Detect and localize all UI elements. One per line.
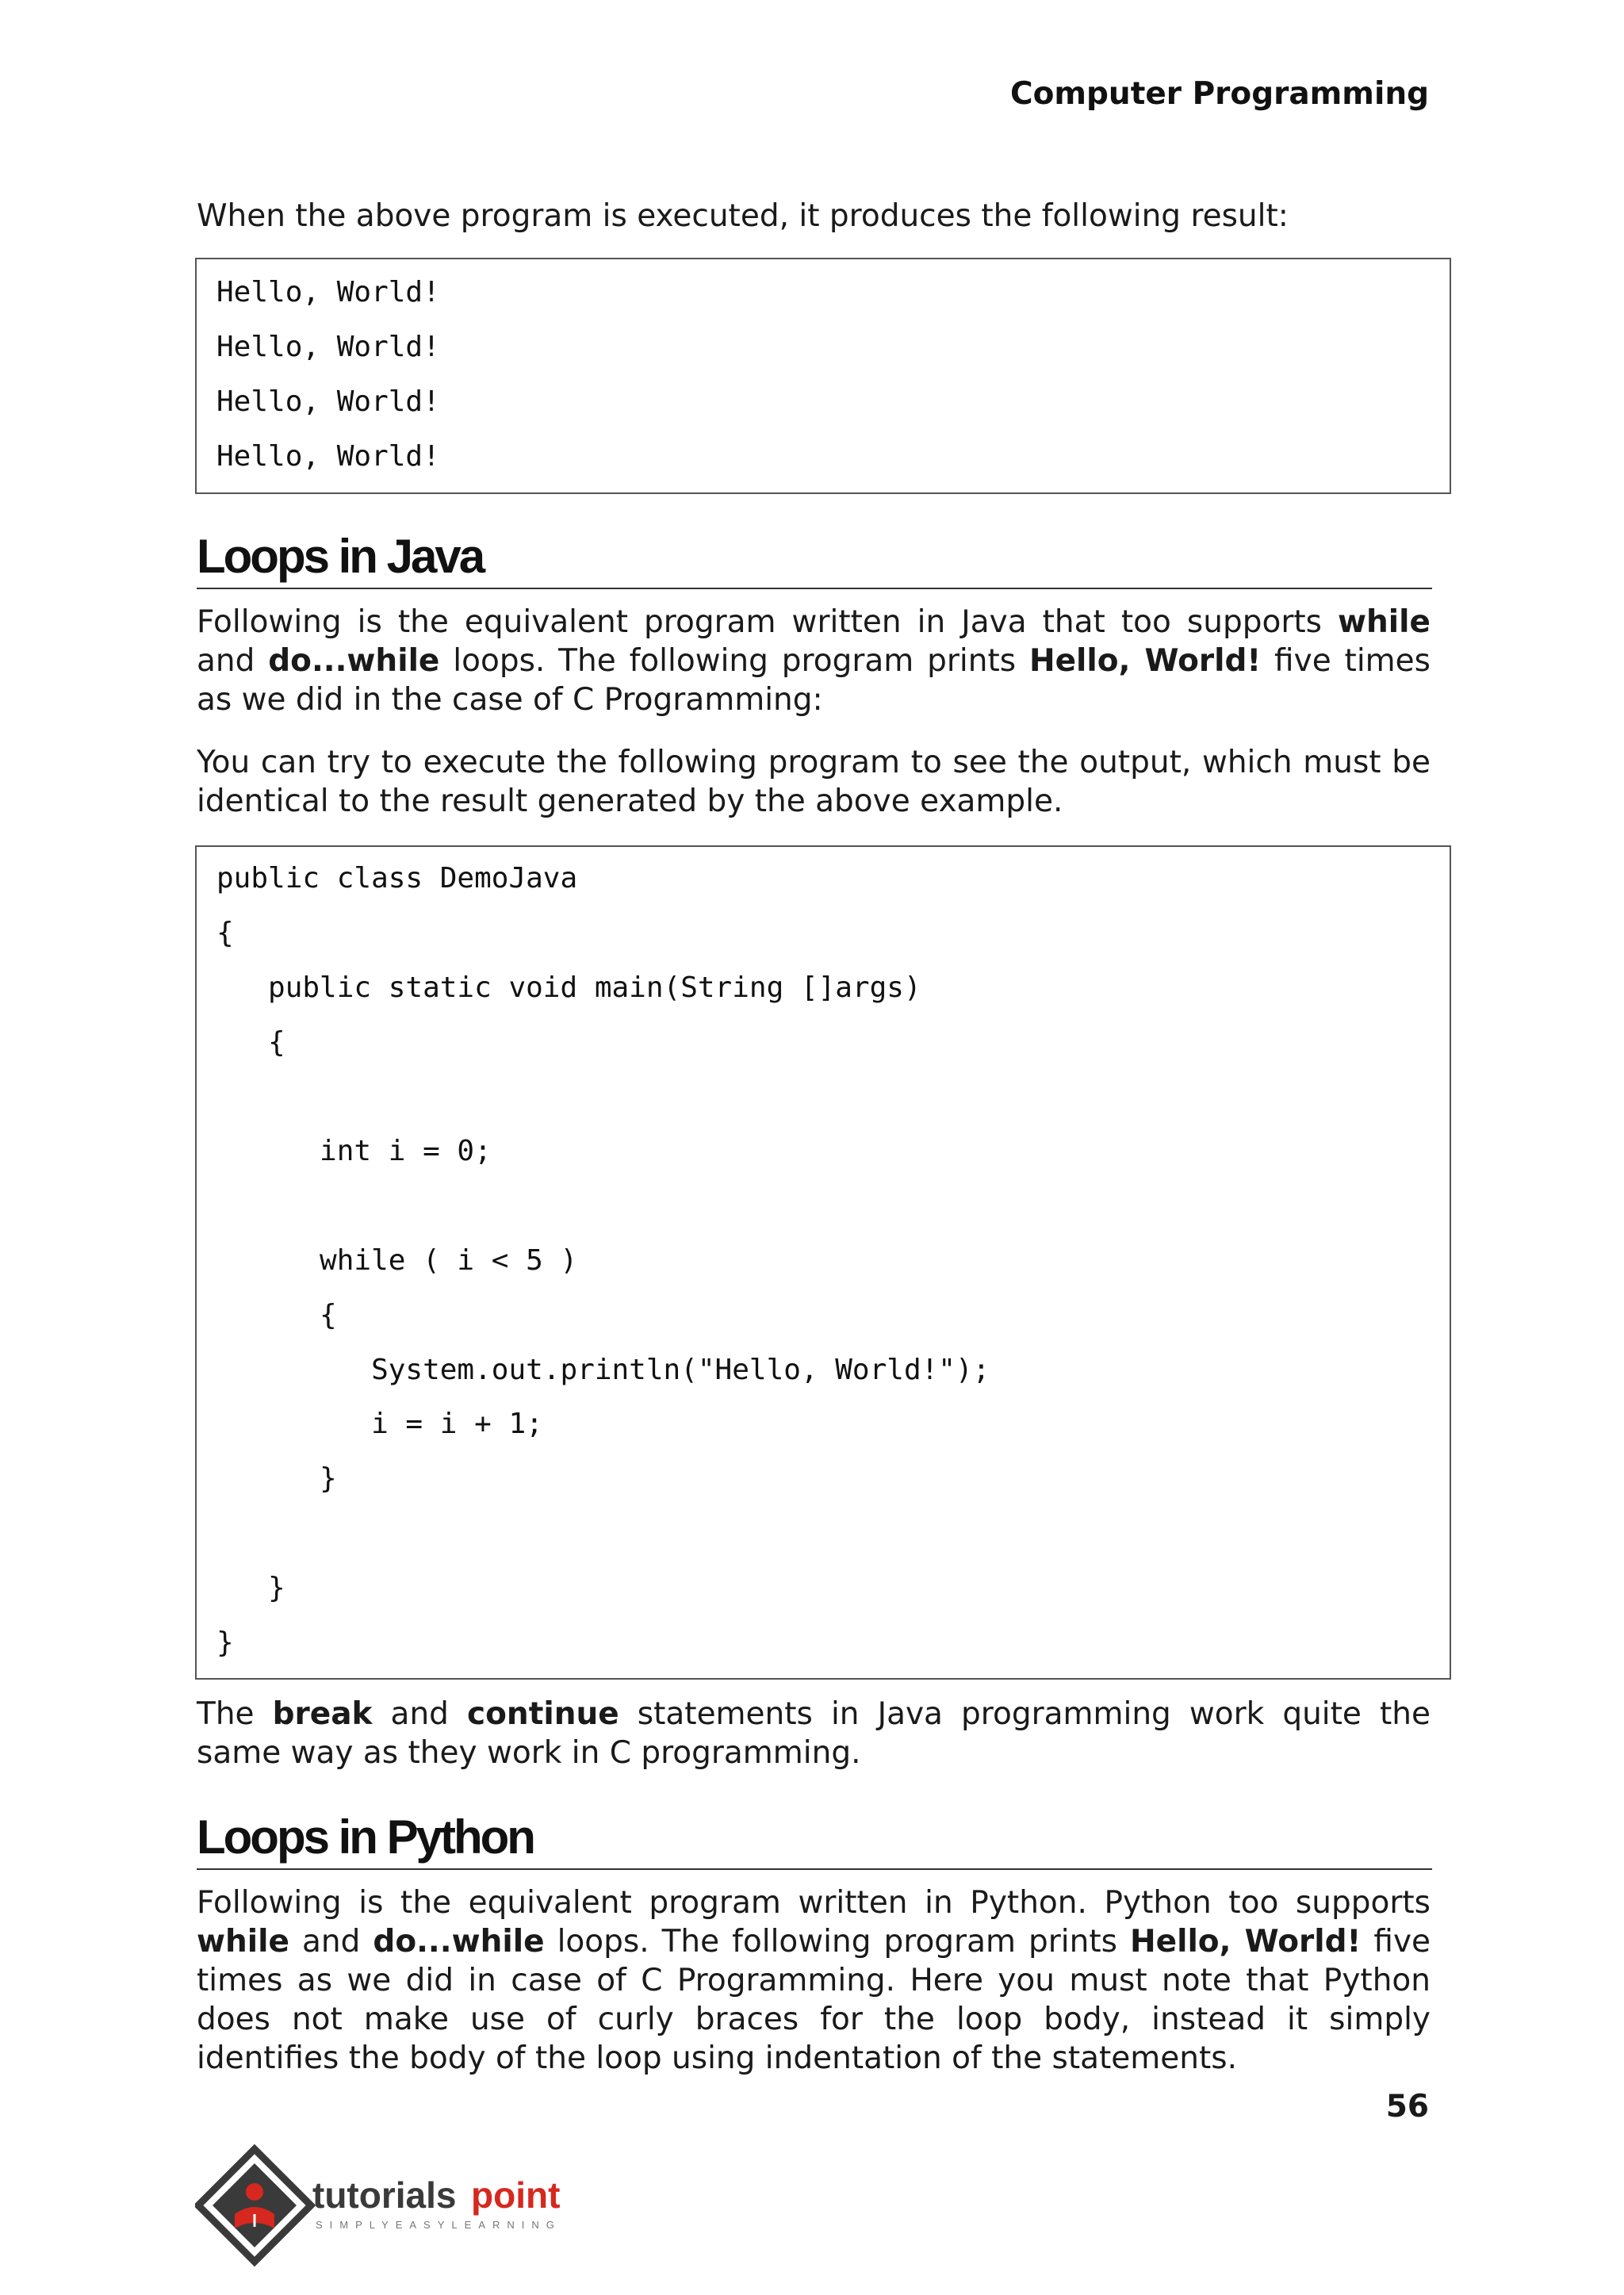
code-line: {: [216, 1299, 337, 1331]
code-line: Hello, World!: [216, 385, 440, 418]
code-line: }: [216, 1572, 285, 1604]
code-line: Hello, World!: [216, 276, 440, 308]
java-code-block: [195, 845, 1451, 1680]
output-code-block: [195, 258, 1451, 494]
code-line: public static void main(String []args): [216, 971, 921, 1004]
code-line: }: [216, 1462, 337, 1495]
page-number: 56: [1385, 2089, 1429, 2125]
code-line: int i = 0;: [216, 1135, 492, 1167]
java-paragraph-2: You can try to execute the following program to see the output, which must be identical to the result generated by the above example.: [197, 745, 1431, 819]
code-line: {: [216, 1026, 285, 1059]
code-line: {: [216, 917, 234, 949]
section-heading-python: Loops in Python: [197, 1810, 1432, 1870]
logo-brand-main: tutorials: [312, 2174, 457, 2216]
code-line: }: [216, 1626, 234, 1659]
python-paragraph-1: Following is the equivalent program written in Python. Python too supports while and do...while loops. The following program prints Hello, World! five times as we did in case of C Programming. Here you must note that Python does not make use of curly braces for the loop body, instead it simply identifies the body of the loop using indentation of the statements.: [197, 1885, 1431, 2076]
code-line: System.out.println("Hello, World!");: [216, 1354, 990, 1386]
logo-brand-accent: point: [471, 2174, 561, 2216]
code-line: Hello, World!: [216, 331, 440, 363]
code-line: Hello, World!: [216, 440, 440, 473]
logo-tagline: SIMPLYEASYLEARNING: [316, 2219, 561, 2231]
section-heading-java: Loops in Java: [197, 529, 1432, 589]
code-line: public class DemoJava: [216, 862, 578, 895]
page-header-title: Computer Programming: [1009, 76, 1429, 112]
tutorialspoint-logo: [195, 2144, 592, 2271]
java-paragraph-3: The break and continue statements in Java programming work quite the same way as they work in C programming.: [197, 1696, 1431, 1771]
code-line: while ( i < 5 ): [216, 1244, 578, 1277]
java-paragraph-1: Following is the equivalent program written in Java that too supports while and do...while loops. The following program prints Hello, World! five times as we did in the case of C Programming:: [197, 604, 1431, 718]
intro-paragraph: When the above program is executed, it produces the following result:: [197, 198, 1289, 234]
logo-emblem-icon: [198, 2149, 311, 2262]
code-line: i = i + 1;: [216, 1408, 543, 1440]
